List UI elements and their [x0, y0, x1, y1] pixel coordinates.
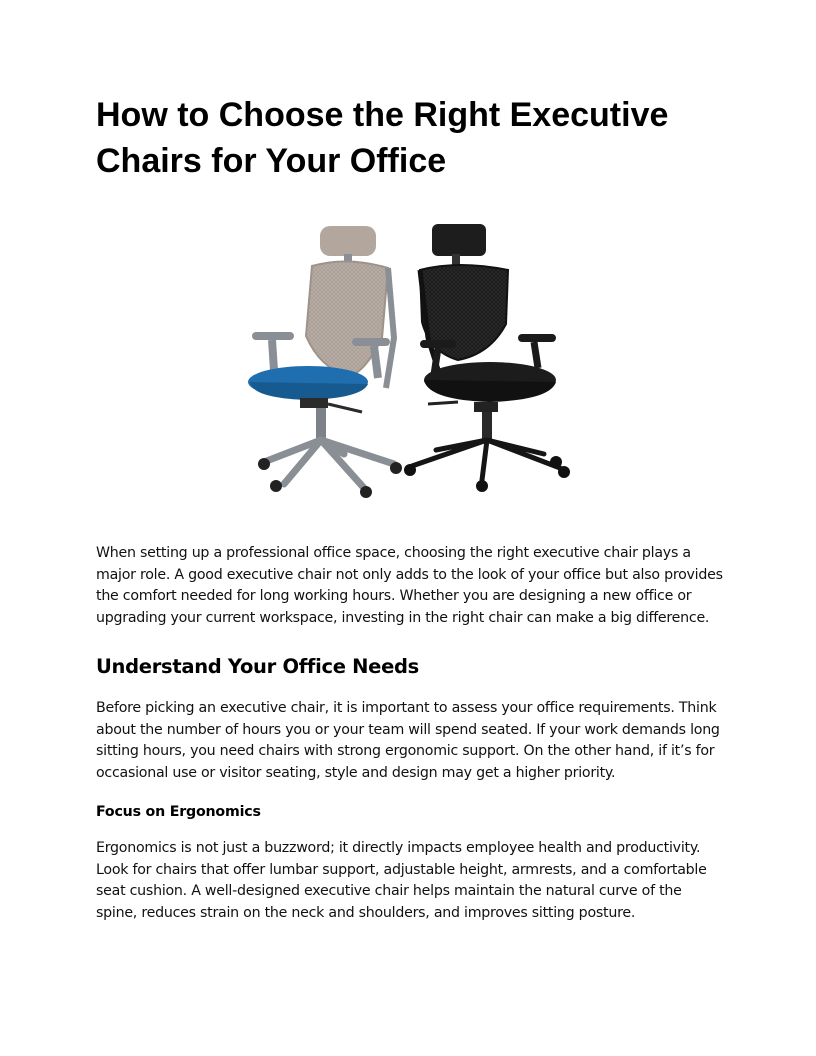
subheading-ergonomics: Focus on Ergonomics — [96, 804, 261, 820]
grey-mesh-chair — [248, 226, 402, 498]
office-needs-paragraph: Before picking an executive chair, it is important to assess your office requirements. Think about the number of hours you or your team will spend seated. If your work demands long sitting hours, you need chairs with strong ergonomic support. On the other hand, if it’s for occasional use or visitor seating, style and design may get a higher priority. — [96, 700, 720, 781]
executive-chairs-image — [244, 218, 574, 503]
article-title: How to Choose the Right Executive Chairs for Your Office — [96, 96, 669, 180]
black-mesh-chair — [404, 224, 570, 492]
intro-paragraph: When setting up a professional office space, choosing the right executive chair plays a major role. A good executive chair not only adds to the look of your office but also provides the comfort needed for long working hours. Whether you are designing a new office or upgrading your current workspace, investing in the right chair can make a big difference. — [96, 545, 723, 626]
section-heading-office-needs: Understand Your Office Needs — [96, 655, 419, 678]
ergonomics-paragraph: Ergonomics is not just a buzzword; it directly impacts employee health and productivity. Look for chairs that offer lumbar support, adjustable height, armrests, and a comfortable seat cushion. A well-designed executive chair helps maintain the natural curve of the spine, reduces strain on the neck and shoulders, and improves sitting posture. — [96, 840, 707, 921]
